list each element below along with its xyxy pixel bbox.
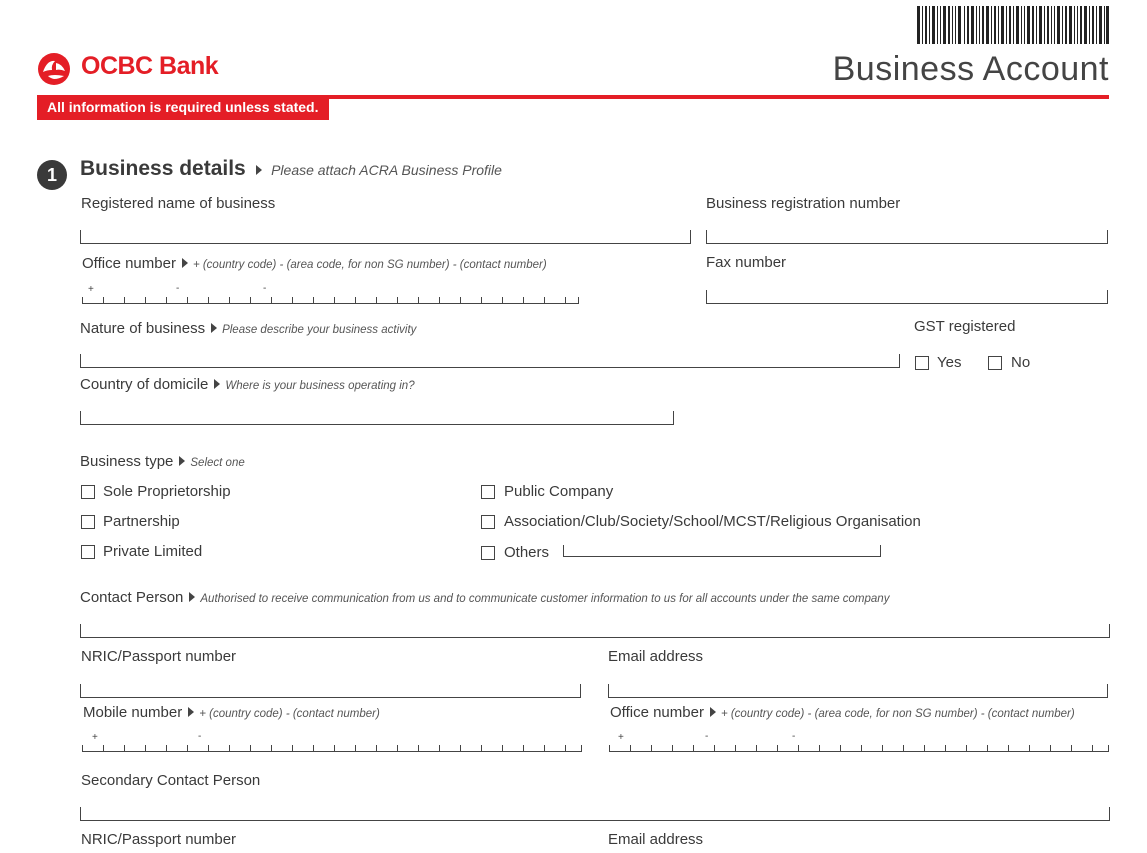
nric-field[interactable]	[80, 684, 581, 698]
type-sole-checkbox[interactable]	[81, 485, 95, 499]
type-private-checkbox[interactable]	[81, 545, 95, 559]
office-number-field[interactable]: + - -	[82, 290, 579, 304]
type-partnership-checkbox[interactable]	[81, 515, 95, 529]
arrow-right-icon	[214, 379, 220, 389]
contact-person-label-row	[80, 589, 889, 606]
type-others-label: Others	[504, 544, 550, 561]
section-title: Business details	[80, 157, 246, 180]
form-title: Business Account	[832, 50, 1109, 88]
nature-hint: Please describe your business activity	[222, 324, 417, 336]
contact-office-label-row	[610, 704, 1075, 721]
section-number: 1	[46, 165, 57, 185]
type-association-label: Association/Club/Society/School/MCST/Religious Organisation	[504, 513, 921, 530]
gst-no-checkbox[interactable]	[988, 356, 1002, 370]
gst-no-label: No	[1011, 354, 1031, 371]
arrow-right-icon	[189, 592, 195, 602]
mobile-hint: + (country code) - (contact number)	[199, 708, 380, 720]
section-title-hint: Please attach ACRA Business Profile	[271, 162, 502, 178]
nric-label-2: NRIC/Passport number	[81, 831, 237, 848]
type-association-checkbox[interactable]	[481, 515, 495, 529]
mobile-label-row	[83, 704, 380, 721]
ocbc-logo	[37, 52, 237, 86]
domicile-label-row	[80, 376, 415, 393]
gst-label: GST registered	[914, 318, 1016, 335]
arrow-right-icon	[188, 707, 194, 717]
mobile-label: Mobile number	[83, 704, 183, 721]
domicile-field[interactable]	[80, 411, 674, 425]
type-others-checkbox[interactable]	[481, 546, 495, 560]
section-number-badge	[37, 160, 67, 190]
secondary-contact-label: Secondary Contact Person	[81, 772, 261, 789]
arrow-right-icon	[256, 165, 262, 175]
registered-name-field[interactable]	[80, 230, 691, 244]
contact-office-number-field[interactable]: + - -	[609, 738, 1109, 752]
section-title-row	[80, 157, 502, 181]
secondary-contact-field[interactable]	[80, 807, 1110, 821]
contact-office-label: Office number	[610, 704, 704, 721]
type-partnership-label: Partnership	[103, 513, 180, 530]
mobile-number-field[interactable]: + -	[82, 738, 582, 752]
type-others-field[interactable]	[563, 545, 881, 557]
required-notice-text: All information is required unless stated.	[47, 99, 319, 115]
contact-office-hint: + (country code) - (area code, for non SG number) - (contact number)	[720, 708, 1075, 720]
gst-yes-label: Yes	[937, 354, 962, 371]
domicile-hint: Where is your business operating in?	[225, 380, 415, 392]
domicile-label: Country of domicile	[80, 376, 209, 393]
registered-name-label: Registered name of business	[81, 195, 276, 212]
arrow-right-icon	[179, 456, 185, 466]
fax-field[interactable]	[706, 290, 1108, 304]
nature-label: Nature of business	[80, 320, 206, 337]
gst-yes-checkbox[interactable]	[915, 356, 929, 370]
required-notice	[37, 97, 329, 120]
arrow-right-icon	[182, 258, 188, 268]
barcode-image	[917, 6, 1109, 44]
type-sole-label: Sole Proprietorship	[103, 483, 231, 500]
nature-field[interactable]	[80, 354, 900, 368]
business-type-label: Business type	[80, 453, 174, 470]
arrow-right-icon	[710, 707, 716, 717]
ocbc-logo-icon	[37, 52, 75, 86]
type-public-label: Public Company	[504, 483, 614, 500]
contact-person-hint: Authorised to receive communication from us and to communicate customer information to us for all accounts under the same company	[200, 593, 890, 605]
office-number-label: Office number	[82, 255, 176, 272]
bank-name: OCBC Bank	[81, 52, 219, 80]
arrow-right-icon	[211, 323, 217, 333]
nric-label: NRIC/Passport number	[81, 648, 237, 665]
business-type-label-row	[80, 453, 245, 470]
email-field[interactable]	[608, 684, 1108, 698]
email-label-2: Email address	[608, 831, 704, 848]
type-public-checkbox[interactable]	[481, 485, 495, 499]
office-number-hint: + (country code) - (area code, for non SG number) - (contact number)	[192, 259, 547, 271]
contact-person-label: Contact Person	[80, 589, 184, 606]
contact-person-field[interactable]	[80, 624, 1110, 638]
business-type-hint: Select one	[190, 457, 245, 469]
fax-label: Fax number	[706, 254, 787, 271]
registration-number-field[interactable]	[706, 230, 1108, 244]
registration-number-label: Business registration number	[706, 195, 901, 212]
nature-label-row	[80, 320, 416, 337]
office-number-label-row	[82, 255, 547, 272]
type-private-label: Private Limited	[103, 543, 203, 560]
email-label: Email address	[608, 648, 704, 665]
